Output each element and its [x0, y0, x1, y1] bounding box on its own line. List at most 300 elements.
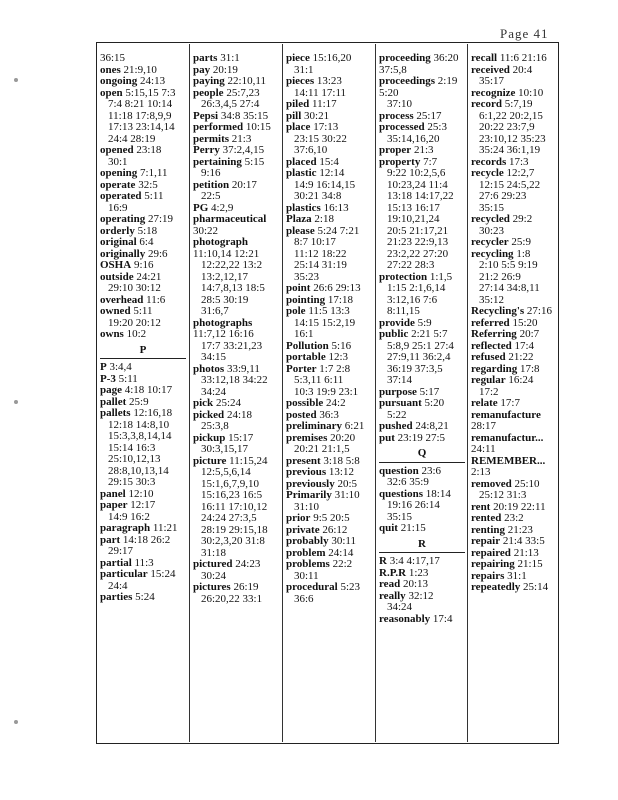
page-line-refs: 31:1 [220, 52, 240, 64]
page-line-refs: 36:3 [319, 408, 339, 421]
section-letter: P [100, 345, 186, 360]
index-entry [100, 329, 186, 341]
page-line-refs: 16:24 [508, 374, 534, 386]
page-line-refs: 13:2,12,17 [201, 270, 249, 283]
page-line-refs: 29:17 [108, 545, 134, 557]
page-line-refs: 24:23 [235, 558, 261, 570]
index-entry [471, 433, 557, 456]
page-line-refs: 20:17 [231, 178, 257, 191]
index-entry [100, 535, 186, 558]
index-column-1 [100, 53, 186, 604]
page-line-refs: 25:3,8 [201, 420, 229, 432]
index-term: REMEMBER... [471, 454, 546, 467]
index-term: parts [193, 52, 218, 64]
index-term: refused [471, 351, 506, 363]
page-line-refs: 1:23 [408, 566, 429, 579]
index-entry [193, 180, 279, 203]
index-term: portable [286, 351, 326, 363]
page-line-refs: 6:21 [344, 420, 365, 432]
index-term: recycling [471, 247, 514, 260]
index-term: pharmaceutical [193, 213, 267, 225]
page-line-refs: 23:10,12 35:23 [479, 132, 546, 145]
index-term: put [379, 431, 395, 444]
page-line-refs: 30:21 [304, 109, 330, 122]
page-line-refs: 24:24 27:3,5 [201, 512, 257, 524]
page-line-refs: 30:24 [201, 569, 227, 582]
index-term: Pollution [286, 339, 329, 352]
index-term: petition [193, 178, 230, 191]
index-term: reflected [471, 339, 512, 352]
page-line-refs: 1:1,5 [429, 270, 453, 283]
page-line-refs: 35:15 [479, 201, 505, 214]
page-line-refs: 15:17 [228, 431, 254, 444]
column-divider [282, 44, 283, 742]
page-line-refs: 29:15 30:3 [108, 476, 156, 488]
index-term: protection [379, 270, 428, 283]
index-term: pallets [100, 407, 131, 419]
page-line-refs: 24:11 [471, 443, 496, 455]
page-line-refs: 10:10 [518, 86, 544, 99]
page-line-refs: 11:6 [146, 293, 166, 306]
index-entry [193, 318, 279, 364]
index-term: page [100, 384, 122, 396]
page-line-refs: 15:24 [150, 568, 176, 580]
page-line-refs: 30:23 [479, 224, 505, 237]
page-line-refs: 16:11 17:10,12 [201, 500, 268, 513]
index-entry [193, 582, 279, 605]
index-entry [193, 214, 279, 237]
page-line-refs: 25:9 [511, 236, 531, 248]
page-line-refs: 30:11 [331, 535, 356, 547]
index-term: paragraph [100, 522, 151, 534]
page-line-refs: 23:18 [136, 144, 162, 156]
index-term: process [379, 109, 414, 122]
index-term: present [286, 454, 321, 467]
index-entry [379, 76, 465, 111]
page-line-refs: 26:19 [233, 581, 259, 593]
index-term: recycle [471, 167, 504, 179]
index-term: placed [286, 155, 317, 168]
page-line-refs: 17:4 [514, 339, 535, 352]
index-term: repaired [471, 546, 511, 559]
page-line-refs: 23:2 [504, 512, 524, 524]
index-term: Perry [193, 144, 220, 156]
page-line-refs: 19:16 26:14 [387, 499, 440, 511]
page-line-refs: 8:11,15 [387, 305, 420, 317]
page-line-refs: 20:21 21:1,5 [294, 443, 350, 455]
section-letter: R [379, 539, 465, 554]
index-term: provide [379, 316, 415, 329]
index-entry [471, 99, 557, 157]
page-line-refs: 30:1 [108, 155, 128, 168]
page-line-refs: 30:21 34:8 [294, 190, 342, 202]
page-line-refs: 3:4 4:17,17 [389, 555, 440, 567]
page-line-refs: 9:22 10:2,5,6 [387, 167, 446, 179]
index-entry [286, 122, 372, 157]
page-line-refs: 30:2,3,20 31:8 [201, 535, 265, 547]
index-entry [193, 364, 279, 399]
index-term: repairing [471, 558, 515, 570]
page-line-refs: 21:4 33:5 [502, 535, 545, 547]
page-line-refs: 18:14 [425, 487, 451, 500]
index-term: plastic [286, 167, 317, 179]
index-term: question [379, 464, 419, 477]
page-line-refs: 12:18 14:8,10 [108, 418, 170, 431]
index-entry [100, 500, 186, 523]
index-term: photograph [193, 236, 249, 248]
page-line-refs: 2:13 [471, 466, 491, 478]
page-line-refs: 11:7,12 16:16 [193, 328, 254, 340]
page-line-refs: 5:22 [387, 408, 407, 421]
index-term: opening [100, 167, 138, 179]
index-entry [100, 191, 186, 214]
page-line-refs: 28:8,10,13,14 [108, 464, 169, 477]
column-divider [467, 44, 468, 742]
page-line-refs: 30:11 [294, 569, 319, 582]
page-line-refs: 12:14 [319, 167, 345, 179]
page-line-refs: 1:15 2:1,6,14 [387, 282, 446, 294]
index-term: regarding [471, 362, 518, 375]
page-line-refs: 11:18 17:8,9,9 [108, 109, 172, 122]
index-entry [379, 614, 465, 626]
index-term: original [100, 236, 137, 248]
page-line-refs: 4:18 10:17 [124, 384, 173, 396]
page-line-refs: 24:4 28:19 [108, 132, 156, 145]
page-line-refs: 31:1 [294, 63, 314, 76]
index-entry [379, 489, 465, 524]
index-term: photos [193, 362, 225, 375]
index-term: repeatedly [471, 581, 521, 593]
index-term: please [286, 224, 315, 237]
index-entry [193, 88, 279, 111]
page-line-refs: 25:12 31:3 [479, 489, 527, 501]
index-entry [286, 76, 372, 99]
index-term: pay [193, 63, 211, 76]
index-term: part [100, 533, 121, 546]
index-term: remanufactur... [471, 431, 544, 444]
index-term: Referring [471, 328, 517, 340]
column-divider [189, 44, 190, 742]
page-line-refs: 22:10,11 [227, 75, 266, 87]
index-entry [286, 364, 372, 399]
index-term: Pepsi [193, 109, 219, 122]
index-entry [471, 375, 557, 398]
page-line-refs: 8:7 10:17 [294, 236, 336, 248]
index-term: piece [286, 52, 310, 64]
page-line-refs: 11:3 [134, 556, 154, 569]
page-line-refs: 6:4 [139, 236, 154, 248]
page-line-refs: 14:18 26:2 [122, 533, 171, 546]
index-term: possible [286, 397, 324, 409]
page-line-refs: 21:3 [231, 132, 252, 145]
index-term: regular [471, 374, 506, 386]
index-entry [100, 145, 186, 168]
index-term: rent [471, 500, 491, 513]
page-line-refs: 15:20 [512, 316, 538, 329]
index-entry [193, 410, 279, 433]
page-line-refs: 14:15 15:2,19 [294, 316, 356, 329]
index-term: panel [100, 487, 126, 500]
page-line-refs: 13:18 14:17,22 [387, 190, 454, 202]
index-term: picked [193, 408, 225, 421]
index-entry [379, 122, 465, 145]
page-line-refs: 15:16,20 [312, 52, 352, 64]
page-line-refs: 1:8 [516, 247, 531, 260]
index-entry [379, 53, 465, 76]
index-term: paper [100, 499, 128, 511]
index-term: public [379, 328, 409, 340]
page-line-refs: 31:6,7 [201, 305, 229, 317]
index-term: OSHA [100, 259, 132, 271]
page-line-refs: 14:9 16:2 [108, 510, 150, 523]
index-term: quit [379, 522, 398, 534]
page-line-refs: 11:12 18:22 [294, 247, 347, 260]
page-line-refs: 9:16 [133, 259, 154, 271]
page-line-refs: 32:12 [408, 589, 434, 602]
page-line-refs: 25:14 31:19 [294, 259, 347, 271]
page-line-refs: 24:2 [326, 397, 346, 409]
page-line-refs: 6:1,22 20:2,15 [479, 109, 543, 122]
margin-mark [14, 720, 18, 724]
page-line-refs: 35:23 [294, 270, 320, 283]
index-entry [193, 456, 279, 560]
page-line-refs: 17:13 [313, 121, 339, 133]
page-line-refs: 7:1,11 [140, 167, 168, 179]
index-entry [379, 591, 465, 614]
page-line-refs: 17:3 [508, 155, 529, 168]
index-term: repair [471, 535, 501, 547]
page-line-refs: 34:24 [387, 601, 413, 613]
page-line-refs: 36:20 37:5,8 [379, 52, 459, 76]
index-term: property [379, 155, 421, 168]
index-entry [286, 168, 372, 203]
page-line-refs: 2:18 [314, 213, 334, 225]
page-line-refs: 30:22 [193, 224, 219, 237]
page-line-refs: 37:14 [387, 374, 413, 386]
index-term: problem [286, 546, 326, 559]
index-term: private [286, 523, 320, 536]
page-line-refs: 29:6 [147, 247, 168, 260]
page-line-refs: 24:13 [140, 75, 166, 87]
page-line-refs: 5:8,9 25:1 27:4 [387, 339, 454, 352]
index-term: pole [286, 305, 306, 317]
index-term: operated [100, 190, 142, 202]
page-line-refs: 15:14 16:3 [108, 441, 156, 454]
index-term: overhead [100, 293, 144, 306]
page-line-refs: 9:16 [201, 167, 221, 179]
page-line-refs: 24:4 [108, 579, 128, 592]
index-entry [100, 306, 186, 329]
index-entry [100, 569, 186, 592]
index-entry [286, 306, 372, 341]
index-term: pill [286, 109, 302, 122]
index-column-3 [286, 53, 372, 605]
index-term: renting [471, 523, 506, 536]
page-line-refs: 23:2,22 27:20 [387, 247, 449, 260]
index-term: pertaining [193, 155, 242, 168]
page-line-refs: 21:2 26:9 [479, 270, 521, 283]
page-line-refs: 15:13 16:17 [387, 201, 440, 214]
page-line-refs: 5:11 [133, 305, 153, 317]
page-line-refs: 17:13 23:14,14 [108, 121, 175, 133]
page-line-refs: 28:19 29:15,18 [201, 523, 268, 536]
index-term: pictures [193, 581, 231, 593]
page-line-refs: 5:11 [118, 372, 138, 385]
page-line-refs: 14:9 16:14,15 [294, 178, 356, 191]
index-term: P-3 [100, 372, 116, 385]
page-line-refs: 20:5 [337, 477, 358, 490]
page-line-refs: 12:15 24:5,22 [479, 178, 541, 191]
index-term: repairs [471, 569, 505, 582]
page-line-refs: 14:11 17:11 [294, 86, 347, 99]
page-line-refs: 21:23 22:9,13 [387, 236, 449, 248]
page-line-refs: 10:3 19:9 23:1 [294, 385, 359, 398]
index-entry [193, 559, 279, 582]
page-line-refs: 34:24 [201, 385, 227, 398]
page-line-refs: 5:24 [135, 591, 155, 603]
index-entry [100, 88, 186, 146]
index-entry [286, 226, 372, 284]
index-term: Porter [286, 362, 317, 375]
page-line-refs: 10:15 [245, 121, 271, 133]
index-term: previously [286, 477, 335, 490]
page-line-refs: 16:9 [108, 201, 128, 214]
page-line-refs: 12:5,5,6,14 [201, 466, 251, 478]
page-line-refs: 25:7,23 [226, 86, 260, 99]
index-term: ongoing [100, 75, 138, 87]
page-line-refs: 3:18 5:8 [323, 454, 360, 467]
page-line-refs: 23:6 [421, 464, 442, 477]
index-entry [379, 433, 465, 445]
page-line-refs: 19:10,21,24 [387, 213, 440, 225]
page-line-refs: 12:22,22 13:2 [201, 259, 263, 271]
index-entry [379, 329, 465, 387]
page-line-refs: 25:9 [129, 395, 149, 408]
index-term: point [286, 282, 311, 294]
page-line-refs: 1:7 2:8 [319, 362, 351, 375]
page-line-refs: 31:10 [334, 489, 360, 501]
index-term: recycler [471, 236, 509, 248]
index-entry [471, 214, 557, 237]
page-line-refs: 12:3 [328, 351, 349, 363]
page-line-refs: 25:3 [427, 121, 447, 133]
index-entry [379, 272, 465, 318]
page-line-refs: 12:17 [130, 499, 156, 511]
index-entry [379, 398, 465, 421]
index-entry [193, 433, 279, 456]
page-line-refs: 5:9 [417, 316, 432, 329]
page-line-refs: 31:18 [201, 546, 227, 559]
page-line-refs: 21:9,10 [123, 63, 157, 76]
page-line-refs: 5:17 [419, 385, 440, 398]
index-entry [100, 592, 186, 604]
page-line-refs: 28:5 30:19 [201, 293, 249, 306]
index-term: prior [286, 512, 311, 524]
page-line-refs: 25:24 [215, 397, 241, 409]
index-term: problems [286, 558, 330, 570]
index-term: owned [100, 305, 131, 317]
index-term: R.P.R [379, 566, 407, 579]
index-term: pointing [286, 293, 326, 306]
page-line-refs: 12:16,18 [133, 407, 173, 419]
index-term: outside [100, 270, 134, 283]
page-line-refs: 20:22 23:7,9 [479, 121, 535, 133]
index-entry [471, 479, 557, 502]
page-line-refs: 10:2 [126, 328, 147, 340]
index-entry [379, 523, 465, 535]
page-line-refs: 5:23 [340, 581, 361, 593]
index-column-4 [379, 53, 465, 625]
page-line-refs: 24:21 [136, 270, 162, 283]
index-term: open [100, 86, 123, 99]
page-line-refs: 32:6 35:9 [387, 476, 429, 488]
index-column-5 [471, 53, 557, 594]
page-line-refs: 20:20 [330, 431, 356, 444]
page-line-refs: 11:10,14 12:21 [193, 247, 260, 260]
page-line-refs: 37:2,4,15 [222, 144, 265, 156]
page-line-refs: 17:18 [327, 293, 353, 306]
page-line-refs: 37:6,10 [294, 144, 328, 156]
page-line-refs: 24:8,21 [415, 420, 449, 432]
page-line-refs: 20:4 [512, 63, 533, 76]
index-term: parties [100, 591, 133, 603]
page-line-refs: 17:4 [432, 612, 453, 625]
page-line-refs: 22:2 [332, 558, 353, 570]
index-term: R [379, 555, 387, 567]
index-term: pushed [379, 420, 413, 432]
index-term: Recycling's [471, 305, 525, 317]
index-term: pallet [100, 395, 127, 408]
index-term: paying [193, 75, 225, 87]
page-line-refs: 21:13 [513, 546, 539, 559]
page-line-refs: 11:17 [311, 98, 337, 110]
index-term: proper [379, 144, 412, 156]
page-line-refs: 16:13 [323, 201, 349, 214]
index-term: P [100, 361, 107, 373]
index-term: plastics [286, 201, 321, 214]
page-line-refs: 20:5 21:17,21 [387, 224, 449, 237]
page-line-refs: 23:15 30:22 [294, 132, 347, 145]
page-line-refs: 25:10,12,13 [108, 453, 161, 465]
index-term: recognize [471, 86, 516, 99]
index-term: recycled [471, 213, 510, 225]
page-line-refs: 26:12 [322, 523, 348, 536]
index-term: operate [100, 178, 136, 191]
page-line-refs: 20:19 22:11 [493, 500, 546, 513]
index-entry [286, 559, 372, 582]
index-term: remanufacture [471, 408, 541, 421]
index-term: place [286, 121, 311, 133]
page-line-refs: 27:19 [147, 213, 174, 225]
index-term: pictured [193, 558, 233, 570]
page-line-refs: 25:17 [416, 109, 442, 122]
index-term: previous [286, 466, 327, 478]
page-line-refs: 5:18 [137, 224, 158, 237]
page-line-refs: 11:5 13:3 [308, 305, 350, 317]
page-line-refs: 5:15,15 7:3 [125, 86, 176, 99]
index-term: really [379, 589, 406, 602]
index-entry [471, 582, 557, 594]
index-term: questions [379, 487, 424, 500]
index-term: PG [193, 201, 209, 214]
index-term: Plaza [286, 213, 312, 225]
page-line-refs: 14:7,8,13 18:5 [201, 282, 265, 294]
page-line-refs: 3:12,16 7:6 [387, 293, 438, 306]
page-line-refs: 10:23,24 11:4 [387, 178, 448, 191]
page-line-refs: 17:2 [479, 385, 499, 398]
page-line-refs: 33:12,18 34:22 [201, 374, 268, 386]
index-column-2 [193, 53, 279, 605]
